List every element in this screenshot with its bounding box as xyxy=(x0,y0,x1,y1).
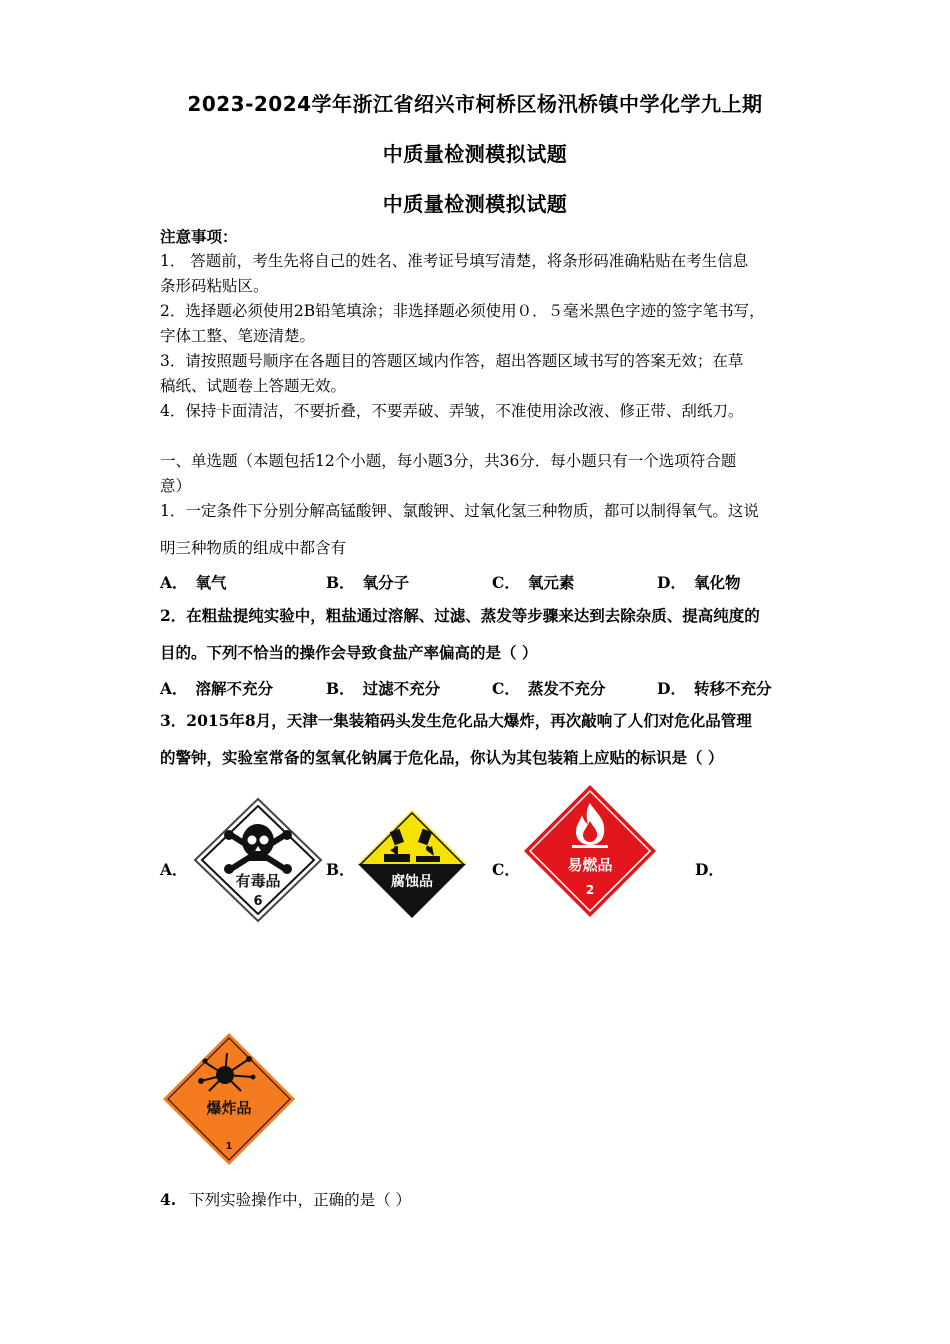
page-title-line2: 中质量检测模拟试题 xyxy=(382,142,568,166)
question-2-option-c: C． 蒸发不充分 xyxy=(492,679,606,698)
question-3-option-d-label: D． xyxy=(695,860,724,879)
section-heading: 意） xyxy=(160,477,192,495)
explosive-hazard-sign xyxy=(161,1031,297,1167)
toxic-sign-text: 有毒品 xyxy=(235,872,281,890)
flammable-hazard-sign xyxy=(522,783,658,919)
notice-line: 3．请按照题号顺序在各题目的答题区域内作答，超出答题区域书写的答案无效；在草 xyxy=(160,352,744,370)
question-1-option-b: B． 氧分子 xyxy=(326,573,410,592)
question-4-stem xyxy=(160,1190,800,1210)
question-3-option-b-label: B． xyxy=(326,860,355,879)
toxic-hazard-sign xyxy=(193,797,323,923)
question-3-stem: 3．2015年8月，天津一集装箱码头发生危化品大爆炸，再次敲响了人们对危化品管理 xyxy=(160,711,752,730)
notice-line: 条形码粘贴区。 xyxy=(160,277,269,295)
flammable-sign-number: 2 xyxy=(585,883,595,897)
notice-line: 稿纸、试题卷上答题无效。 xyxy=(160,377,347,395)
question-2-stem: 2．在粗盐提纯实验中，粗盐通过溶解、过滤、蒸发等步骤来达到去除杂质、提高纯度的 xyxy=(160,606,760,625)
notice-line: 2．选择题必须使用2B铅笔填涂；非选择题必须使用０．５毫米黑色字迹的签字笔书写， xyxy=(160,302,765,320)
question-2-stem: 目的。下列不恰当的操作会导致食盐产率偏高的是（ ） xyxy=(160,643,538,662)
question-3-option-c-label: C． xyxy=(492,860,520,879)
toxic-sign-number: 6 xyxy=(253,894,263,909)
question-4-number: 4. xyxy=(160,1190,177,1209)
notice-line: 1． 答题前，考生先将自己的姓名、准考证号填写清楚，将条形码准确粘贴在考生信息 xyxy=(160,252,749,270)
question-3-option-a-label: A． xyxy=(160,860,188,879)
question-1-stem: 明三种物质的组成中都含有 xyxy=(160,539,347,557)
question-2-option-b: B． 过滤不充分 xyxy=(326,679,441,698)
section-heading: 一、单选题（本题包括12个小题，每小题3分，共36分．每小题只有一个选项符合题 xyxy=(160,452,737,470)
notice-heading: 注意事项： xyxy=(160,227,238,246)
question-1-stem: 1．一定条件下分别分解高锰酸钾、氯酸钾、过氧化氢三种物质，都可以制得氧气。这说 xyxy=(160,502,759,520)
question-2-option-d: D． 转移不充分 xyxy=(657,679,772,698)
question-1-option-d: D． 氧化物 xyxy=(657,573,741,592)
corrosive-sign-text: 腐蚀品 xyxy=(391,874,433,890)
question-1-option-c: C． 氧元素 xyxy=(492,573,575,592)
notice-line: 4．保持卡面清洁，不要折叠，不要弄破、弄皱，不准使用涂改液、修正带、刮纸刀。 xyxy=(160,402,744,420)
notice-line: 字体工整、笔迹清楚。 xyxy=(160,327,316,345)
question-4-text: 下列实验操作中，正确的是（ ） xyxy=(189,1191,412,1209)
question-3-stem: 的警钟，实验室常备的氢氧化钠属于危化品，你认为其包装箱上应贴的标识是（ ） xyxy=(160,748,724,767)
explosive-sign-number: 1 xyxy=(225,1141,233,1152)
page-title-line1: 2023-2024学年浙江省绍兴市柯桥区杨汛桥镇中学化学九上期 xyxy=(187,92,763,116)
question-2-option-a: A． 溶解不充分 xyxy=(160,679,274,698)
explosive-sign-text: 爆炸品 xyxy=(206,1099,252,1117)
flammable-sign-text: 易燃品 xyxy=(567,856,613,874)
corrosive-hazard-sign xyxy=(356,808,468,920)
question-1-option-a: A． 氧气 xyxy=(160,573,227,592)
page-title-line3: 中质量检测模拟试题 xyxy=(382,192,568,216)
